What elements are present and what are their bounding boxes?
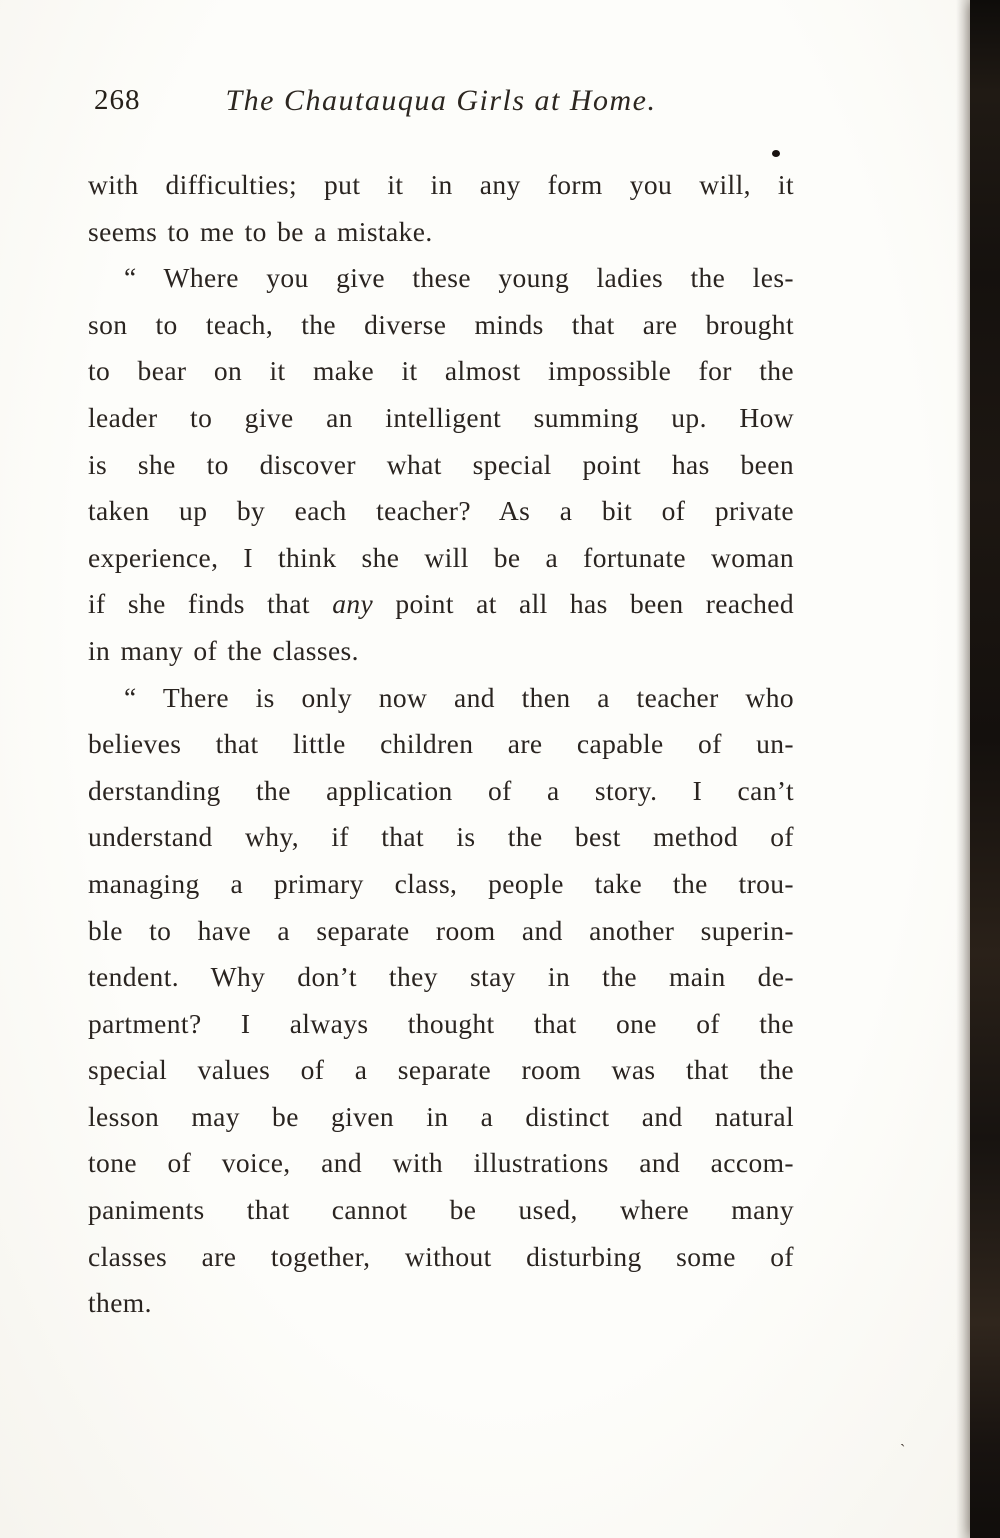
text-line [88,861,794,908]
text-line [88,1047,794,1094]
text-segment: experience, I think she will be a fortunate woman [88,541,794,573]
italic-word: any [332,588,374,620]
text-line [88,162,794,209]
text-line [88,1140,794,1187]
page-header [88,84,794,124]
text-line [88,908,794,955]
text-segment: them. [88,1287,152,1319]
text-line [88,1234,794,1281]
running-header-title: The Chautauqua Girls at Home. [225,84,657,117]
text-segment: taken up by each teacher? As a bit of private [88,495,794,527]
text-segment: ble to have a separate room and another superin- [88,914,794,946]
text-line [88,488,794,535]
text-line [88,814,794,861]
text-line [88,535,794,582]
text-segment: leader to give an intelligent summing up. How [88,401,794,433]
text-segment: is she to discover what special point has been [88,448,794,480]
text-segment: if she finds that [88,588,333,620]
paragraph [88,675,794,1327]
text-segment: believes that little children are capable of un- [88,728,794,760]
gutter-shadow-band [970,0,1000,1538]
page-number: 268 [94,84,141,116]
text-segment: classes are together, without disturbing some of [88,1240,794,1272]
text-segment: “ Where you give these young ladies the les- [124,262,794,294]
text-line [88,442,794,489]
text-line [88,1001,794,1048]
text-segment: special values of a separate room was that the [88,1054,794,1086]
text-line [88,348,794,395]
text-line [88,302,794,349]
text-line [88,581,794,628]
text-segment: to bear on it make it almost impossible for the [88,355,794,387]
paragraph [88,162,794,255]
paragraph [88,255,794,674]
text-line [88,395,794,442]
text-line [88,675,794,722]
text-segment: in many of the classes. [88,634,359,666]
text-line [88,954,794,1001]
page-text [88,162,794,1327]
text-line [88,1094,794,1141]
text-segment: with difficulties; put it in any form you will, it [88,169,794,200]
text-segment: seems to me to be a mistake. [88,215,433,247]
text-line [88,721,794,768]
text-segment: partment? I always thought that one of the [88,1007,794,1039]
text-segment: tone of voice, and with illustrations and accom- [88,1147,794,1179]
text-line [88,628,794,675]
scan-speck: ` [900,1442,906,1459]
text-line [88,255,794,302]
text-line [88,1280,794,1327]
text-line [88,768,794,815]
gutter-shadow-feather [956,0,970,1538]
text-segment: managing a primary class, people take the trou- [88,867,794,899]
text-segment: son to teach, the diverse minds that are brought [88,308,794,340]
text-segment: tendent. Why don’t they stay in the main de- [88,961,794,993]
text-segment: derstanding the application of a story. I can’t [88,774,794,806]
text-line [88,209,794,256]
text-segment: understand why, if that is the best method of [88,821,794,853]
text-segment: lesson may be given in a distinct and natural [88,1100,794,1132]
text-segment: paniments that cannot be used, where many [88,1194,794,1226]
text-line [88,1187,794,1234]
ink-spot [772,150,780,157]
text-segment: point at all has been reached [373,588,794,620]
text-segment: “ There is only now and then a teacher who [124,681,794,713]
